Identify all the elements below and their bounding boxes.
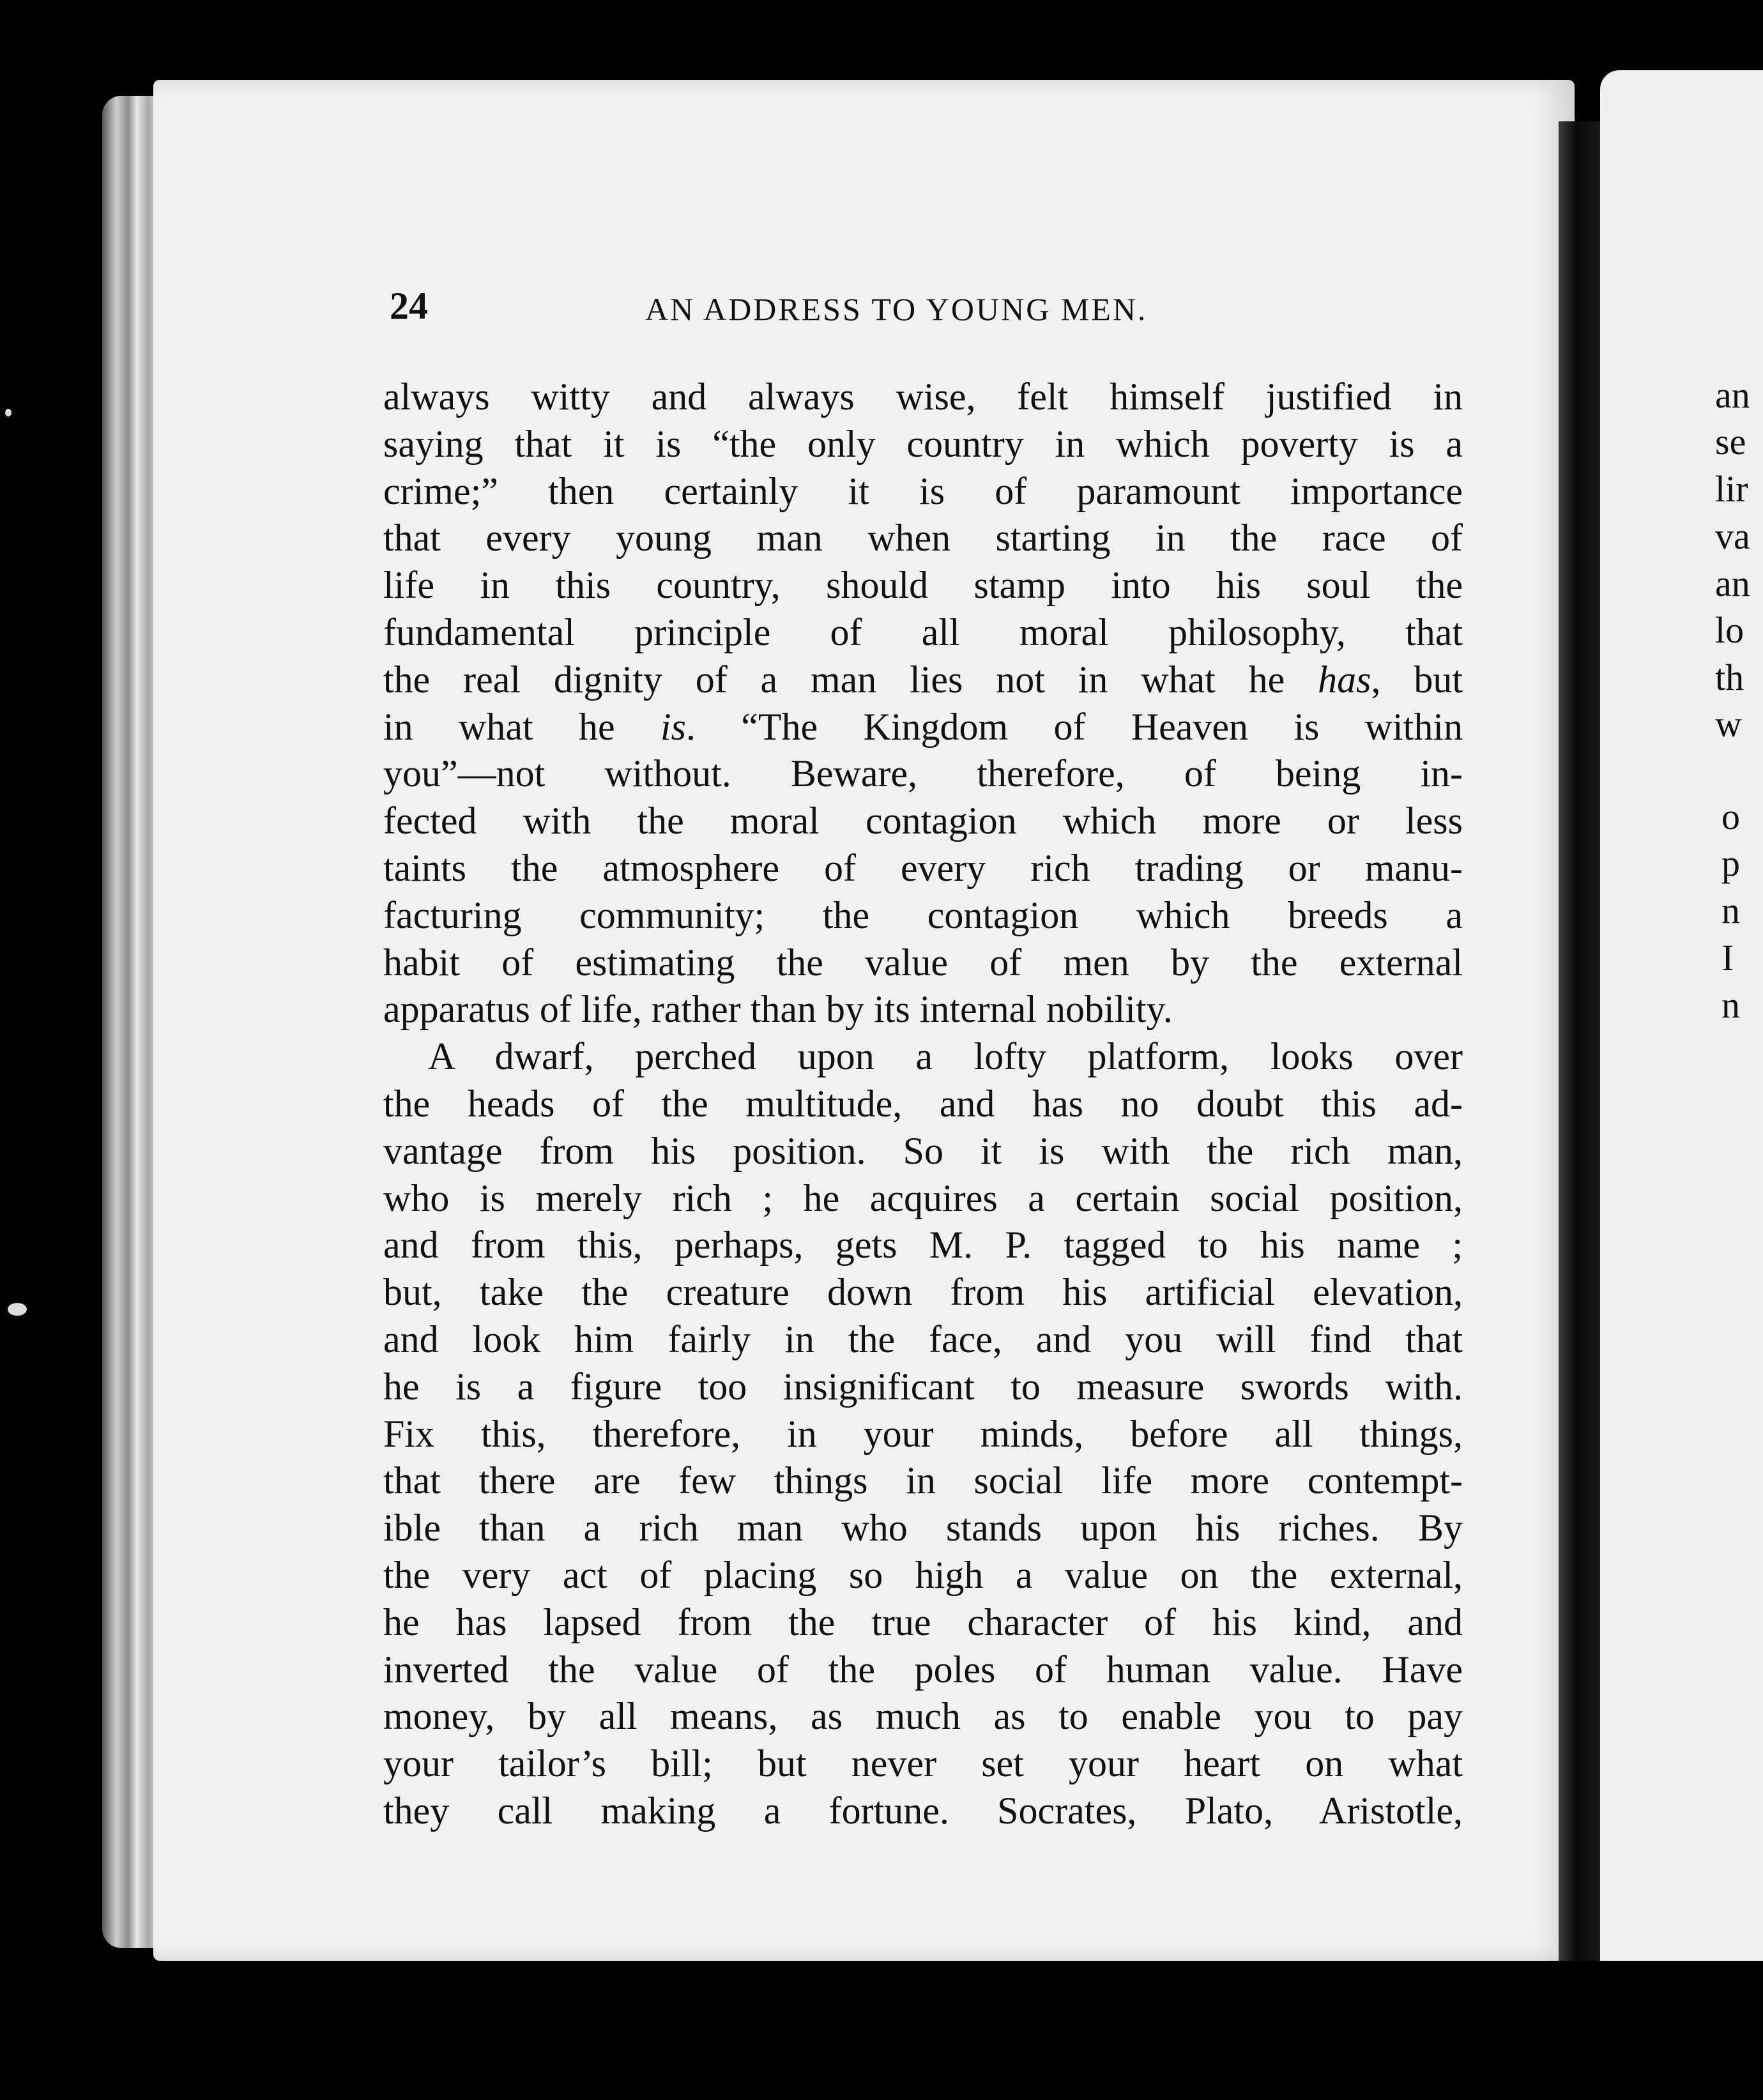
page-header xyxy=(390,284,1329,335)
facing-page-fragment: an xyxy=(1715,563,1750,604)
text-segment: the real dignity of a man lies not in what he xyxy=(383,658,1285,701)
text-line: facturing community; the contagion which breeds a xyxy=(383,894,1463,936)
text-line: that every young man when starting in the race of xyxy=(383,517,1463,559)
text-line: fundamental principle of all moral philosophy, that xyxy=(383,611,1463,653)
italic-word: is xyxy=(660,705,686,748)
text-line: you”—not without. Beware, therefore, of being in- xyxy=(383,752,1463,795)
text-line: the heads of the multitude, and has no doubt this ad- xyxy=(383,1082,1463,1125)
text-line: they call making a fortune. Socrates, Plato, Aristotle, xyxy=(383,1789,1463,1832)
text-line: Fix this, therefore, in your minds, before all things, xyxy=(383,1412,1463,1455)
text-line xyxy=(383,704,1463,751)
facing-page-fragment: o xyxy=(1721,796,1740,837)
facing-page-fragment: w xyxy=(1715,703,1742,745)
text-line: crime;” then certainly it is of paramount importance xyxy=(383,469,1463,512)
book-left-edge xyxy=(102,96,160,1948)
text-line: vantage from his position. So it is with the rich man, xyxy=(383,1129,1463,1172)
text-line xyxy=(383,657,1463,704)
facing-page-fragment: I xyxy=(1721,937,1734,978)
text-line: but, take the creature down from his artificial elevation, xyxy=(383,1271,1463,1314)
text-segment: in what he xyxy=(383,705,615,748)
facing-page-fragment: th xyxy=(1715,657,1744,698)
text-line: habit of estimating the value of men by the external xyxy=(383,941,1463,984)
text-line: ible than a rich man who stands upon his riches. By xyxy=(383,1507,1463,1549)
text-line: fected with the moral contagion which more or less xyxy=(383,800,1463,842)
text-line: and look him fairly in the face, and you will find that xyxy=(383,1318,1463,1360)
facing-page-fragment: n xyxy=(1721,984,1740,1026)
text-line: saying that it is “the only country in which poverty is a xyxy=(383,422,1463,465)
text-line: he is a figure too insignificant to measure swords with. xyxy=(383,1365,1463,1408)
text-line: who is merely rich ; he acquires a certain social position, xyxy=(383,1176,1463,1219)
text-segment: . “The Kingdom of Heaven is within xyxy=(685,705,1463,748)
text-line: life in this country, should stamp into his soul the xyxy=(383,564,1463,607)
facing-page-fragment: lir xyxy=(1715,468,1748,510)
text-line: apparatus of life, rather than by its internal nobility. xyxy=(383,988,1173,1031)
text-line: always witty and always wise, felt himself justified in xyxy=(383,376,1463,418)
page-number: 24 xyxy=(390,285,428,327)
scan-speck xyxy=(8,1303,27,1316)
text-line: that there are few things in social life more contempt- xyxy=(383,1459,1463,1502)
text-segment: , but xyxy=(1371,658,1463,701)
running-head: AN ADDRESS TO YOUNG MEN. xyxy=(645,291,1148,327)
facing-page-fragment: se xyxy=(1715,421,1746,462)
text-line: taints the atmosphere of every rich trading or manu- xyxy=(383,846,1463,889)
text-line: the very act of placing so high a value on the external, xyxy=(383,1553,1463,1596)
text-line: your tailor’s bill; but never set your heart on what xyxy=(383,1742,1463,1785)
facing-page-fragment: va xyxy=(1715,515,1750,557)
book-gutter xyxy=(1559,121,1603,1961)
text-line: inverted the value of the poles of human value. Have xyxy=(383,1648,1463,1691)
facing-page-fragment: an xyxy=(1715,374,1750,416)
italic-word: has xyxy=(1318,658,1371,701)
body-text xyxy=(383,374,1463,1835)
facing-page-fragment: n xyxy=(1721,890,1740,931)
scan-speck xyxy=(5,409,11,416)
text-line: money, by all means, as much as to enable you to pay xyxy=(383,1695,1463,1738)
text-line: A dwarf, perched upon a lofty platform, looks over xyxy=(428,1035,1463,1078)
facing-page-fragment: p xyxy=(1721,842,1740,884)
facing-page-fragment: lo xyxy=(1715,609,1744,651)
text-line: he has lapsed from the true character of his kind, and xyxy=(383,1601,1463,1643)
facing-page-edge xyxy=(1600,70,1763,1961)
text-line: and from this, perhaps, gets M. P. tagged to his name ; xyxy=(383,1224,1463,1267)
